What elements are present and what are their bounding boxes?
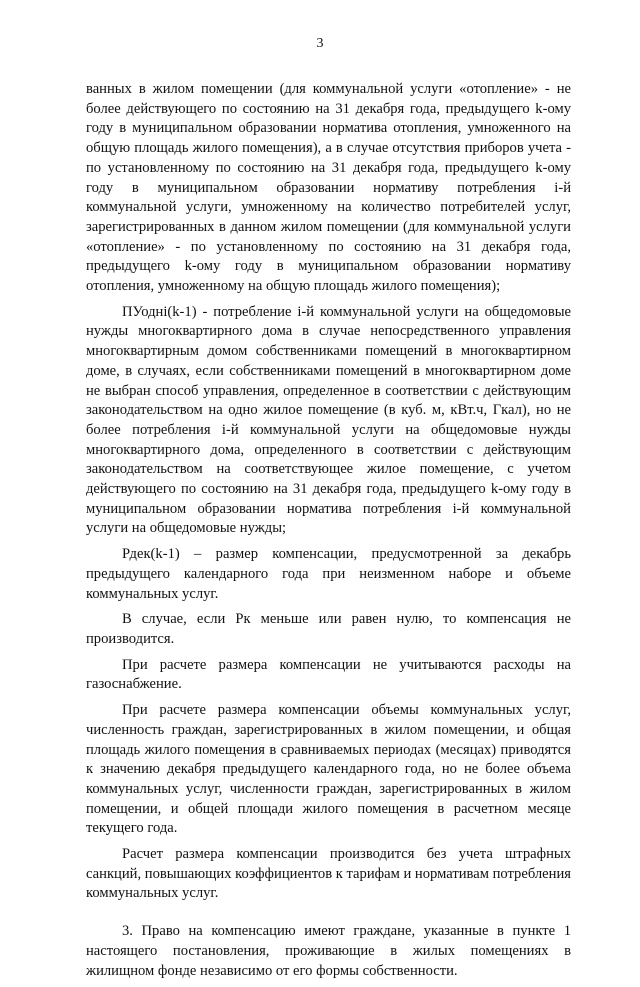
paragraph-continuation: ванных в жилом помещении (для коммунальной услуги «отопление» - не более действующего по состоянию на 31 декабря года, предыдущего k-ому году в муниципальном образовании норматива отопления, умноженного на общую площадь жилого помещения), а в случае отсутствия приборов учета - по установленному по состоянию на 31 декабря года, предыдущего k-ому году в муниципальном образовании нормативу потребления i-й коммунальной услуги, умноженному на количество потребителей услуг, зарегистрированных в данном жилом помещении (для коммунальной услуги «отопление» - по установленному по состоянию на 31 декабря года, предыдущего k-ому году в муниципальном образовании нормативу отопления, умноженному на общую площадь жилого помещения); — [86, 81, 571, 295]
paragraph-rk-condition: В случае, если Рк меньше или равен нулю, то компенсация не производится. — [86, 611, 571, 647]
paragraph-gas-exclusion: При расчете размера компенсации не учитываются расходы на газоснабжение. — [86, 656, 571, 693]
paragraph-rdek: Рдек(k-1) – размер компенсации, предусмотренной за декабрь предыдущего календарного года при неизменном наборе и объеме коммунальных услуг. — [86, 546, 571, 602]
paragraph-puodn: ПУодні(k-1) - потребление i-й коммунальной услуги на общедомовые нужды многоквартирного дома в случае непосредственного управления многоквартирным домом собственниками помещений в многоквартирном доме, в случаях, если собственниками помещений в многоквартирном доме не выбран способ управления, определенное в соответствии с действующим законодательством на одно жилое помещение (в куб. м, кВт.ч, Гкал), но не более потребления i-й коммунальной услуги на общедомовые нужды многоквартирного дома, определенного в соответствии с действующим законодательством на соответствующее жилое помещение, с учетом действующего по состоянию на 31 декабря года, предыдущего k-ому году в муниципальном образовании норматива потребления i-й коммунальной услуги на общедомовые нужды; — [86, 303, 571, 537]
document-body — [86, 80, 571, 987]
page-number: 3 — [316, 36, 324, 51]
paragraph-section-3: 3. Право на компенсацию имеют граждане, указанные в пункте 1 настоящего постановления, проживающие в жилых помещениях в жилищном фонде независимо от его формы собственности. — [86, 923, 571, 979]
paragraph-penalties: Расчет размера компенсации производится без учета штрафных санкций, повышающих коэффициентов к тарифам и нормативам потребления коммунальных услуг. — [86, 846, 571, 902]
paragraph-volumes: При расчете размера компенсации объемы коммунальных услуг, численность граждан, зарегистрированных в жилом помещении, и общая площадь жилого помещения в сравниваемых периодах (месяцах) приводятся к значению декабря предыдущего календарного года, но не более объема коммунальных услуг, численности граждан, зарегистрированных в жилом помещении, и общей площади жилого помещения в расчетном месяце текущего года. — [86, 702, 571, 837]
